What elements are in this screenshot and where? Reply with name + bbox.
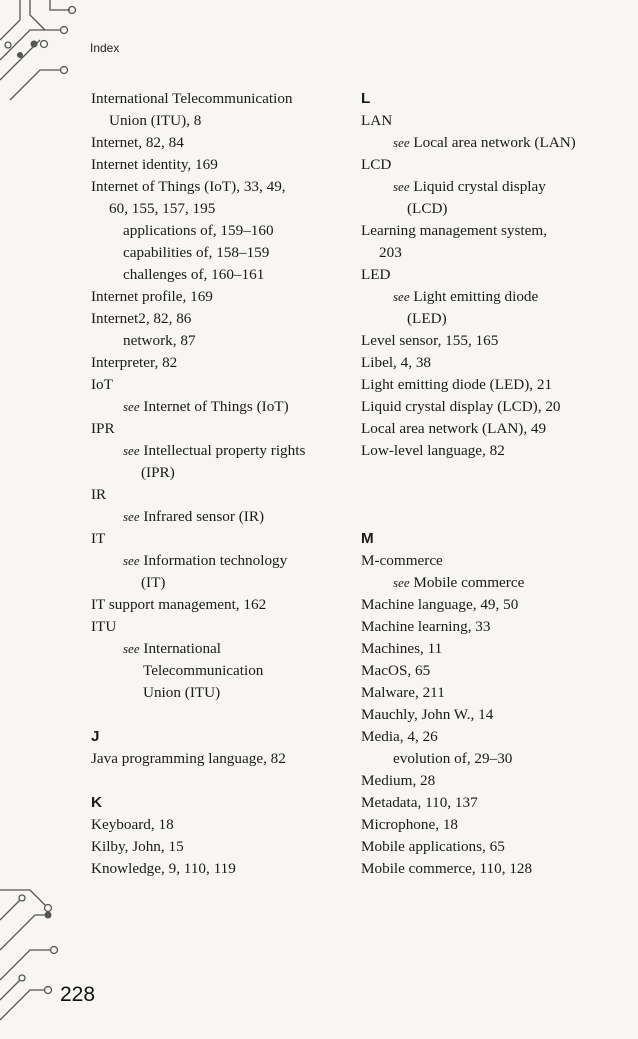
index-entry [361,638,621,660]
entry-text: Internet profile, 169 [91,288,213,305]
entry-text: IT [91,530,106,547]
index-entry [91,242,341,264]
index-entry [91,484,341,506]
index-entry [91,418,341,440]
entry-text: Local area network (LAN) [413,134,576,151]
entry-text: 203 [379,244,402,261]
entry-text: Light emitting diode (LED), 21 [361,376,553,393]
entry-text: M [361,530,374,547]
index-entry [91,330,341,352]
index-entry [361,704,621,726]
index-entry [91,374,341,396]
entry-text: Union (ITU), 8 [109,112,202,129]
entry-text: 60, 155, 157, 195 [109,200,216,217]
entry-text: (LED) [407,310,447,327]
entry-text: Media, 4, 26 [361,728,438,745]
index-entry [91,616,341,638]
index-entry [361,330,621,352]
entry-text: Machine learning, 33 [361,618,491,635]
circuit-decoration-bottom-icon [0,880,70,1030]
entry-text: Interpreter, 82 [91,354,178,371]
index-entry [361,792,621,814]
index-entry [361,418,621,440]
entry-text: Low-level language, 82 [361,442,505,459]
entry-text: Intellectual property rights [143,442,306,459]
index-entry [91,528,341,550]
index-entry [91,572,341,594]
entry-text: (LCD) [407,200,448,217]
index-entry [361,176,621,198]
index-entry [361,374,621,396]
index-entry [91,638,341,660]
entry-text: Metadata, 110, 137 [361,794,478,811]
entry-text: Microphone, 18 [361,816,459,833]
see-reference-label: see [393,575,410,590]
entry-text: Internet of Things (IoT), 33, 49, [91,178,286,195]
index-entry [91,462,341,484]
entry-text: LAN [361,112,393,129]
entry-text: Keyboard, 18 [91,816,174,833]
entry-text: Mobile commerce, 110, 128 [361,860,533,877]
section-letter [91,792,341,814]
see-reference-label: see [123,641,140,656]
entry-text: Liquid crystal display [413,178,546,195]
entry-text: Liquid crystal display (LCD), 20 [361,398,561,415]
index-entry [91,176,341,198]
entry-text: challenges of, 160–161 [123,266,265,283]
index-entry [361,594,621,616]
entry-text: Kilby, John, 15 [91,838,184,855]
index-entry [361,396,621,418]
entry-text: Libel, 4, 38 [361,354,432,371]
index-entry [361,110,621,132]
index-entry [361,264,621,286]
index-entry [91,396,341,418]
entry-text: Mobile commerce [413,574,525,591]
entry-text: LED [361,266,391,283]
page-header: Index [90,41,120,55]
entry-text: Telecommunication [143,662,264,679]
index-column-left [91,88,341,880]
entry-text: J [91,728,100,745]
entry-text: International Telecommunication [91,90,293,107]
index-entry [91,770,341,792]
index-entry [361,440,621,462]
index-entry [91,440,341,462]
index-entry [91,286,341,308]
index-entry [91,88,341,110]
entry-text: Knowledge, 9, 110, 119 [91,860,236,877]
index-entry [361,220,621,242]
index-entry [91,198,341,220]
index-entry [361,550,621,572]
entry-text: Machines, 11 [361,640,443,657]
section-letter [91,726,341,748]
entry-text: IoT [91,376,113,393]
index-entry [361,198,621,220]
entry-text: MacOS, 65 [361,662,431,679]
see-reference-label: see [393,135,410,150]
index-entry [91,704,341,726]
see-reference-label: see [393,289,410,304]
see-reference-label: see [123,509,140,524]
index-entry [361,154,621,176]
index-entry [361,616,621,638]
entry-text: Machine language, 49, 50 [361,596,519,613]
entry-text: Infrared sensor (IR) [143,508,265,525]
index-column-right [361,88,621,880]
index-entry [91,132,341,154]
index-entry [361,748,621,770]
index-entry [361,572,621,594]
entry-text: K [91,794,102,811]
index-entry [91,682,341,704]
entry-text: Malware, 211 [361,684,445,701]
see-reference-label: see [123,399,140,414]
entry-text: Information technology [143,552,288,569]
index-entry [91,836,341,858]
entry-text: M-commerce [361,552,443,569]
entry-text: capabilities of, 158–159 [123,244,270,261]
see-reference-label: see [393,179,410,194]
index-entry [361,770,621,792]
entry-text: Learning management system, [361,222,547,239]
entry-text: Medium, 28 [361,772,436,789]
index-entry [91,352,341,374]
index-entry [361,462,621,484]
index-entry [361,286,621,308]
entry-text: ITU [91,618,117,635]
entry-text: network, 87 [123,332,196,349]
entry-text: Light emitting diode [413,288,539,305]
entry-text: applications of, 159–160 [123,222,274,239]
see-reference-label: see [123,443,140,458]
index-entry [91,550,341,572]
entry-text: Java programming language, 82 [91,750,286,767]
index-entry [361,242,621,264]
entry-text: Mobile applications, 65 [361,838,505,855]
entry-text: Local area network (LAN), 49 [361,420,547,437]
entry-text: Internet identity, 169 [91,156,218,173]
index-entry [361,484,621,506]
entry-text: Union (ITU) [143,684,221,701]
entry-text: International [143,640,221,657]
section-letter [361,88,621,110]
index-entry [361,660,621,682]
entry-text: IT support management, 162 [91,596,267,613]
index-entry [91,858,341,880]
index-entry [361,682,621,704]
index-entry [361,506,621,528]
entry-text: Level sensor, 155, 165 [361,332,499,349]
entry-text: L [361,90,371,107]
index-entry [361,858,621,880]
index-entry [91,110,341,132]
index-entry [361,836,621,858]
entry-text: (IT) [141,574,166,591]
index-entry [91,748,341,770]
index-entry [91,264,341,286]
index-entry [91,506,341,528]
page-number: 228 [60,983,96,1006]
index-entry [361,814,621,836]
index-entry [91,594,341,616]
index-entry [361,308,621,330]
circuit-decoration-top-icon [0,0,90,110]
index-entry [91,154,341,176]
index-entry [91,220,341,242]
index-entry [91,308,341,330]
entry-text: IPR [91,420,115,437]
section-letter [361,528,621,550]
index-entry [91,660,341,682]
index-entry [361,352,621,374]
entry-text: IR [91,486,107,503]
entry-text: Internet of Things (IoT) [143,398,289,415]
entry-text: Internet, 82, 84 [91,134,184,151]
entry-text: (IPR) [141,464,175,481]
see-reference-label: see [123,553,140,568]
entry-text: Internet2, 82, 86 [91,310,192,327]
index-entry [361,132,621,154]
entry-text: LCD [361,156,392,173]
entry-text: evolution of, 29–30 [393,750,513,767]
index-entry [91,814,341,836]
index-entry [361,726,621,748]
entry-text: Mauchly, John W., 14 [361,706,494,723]
